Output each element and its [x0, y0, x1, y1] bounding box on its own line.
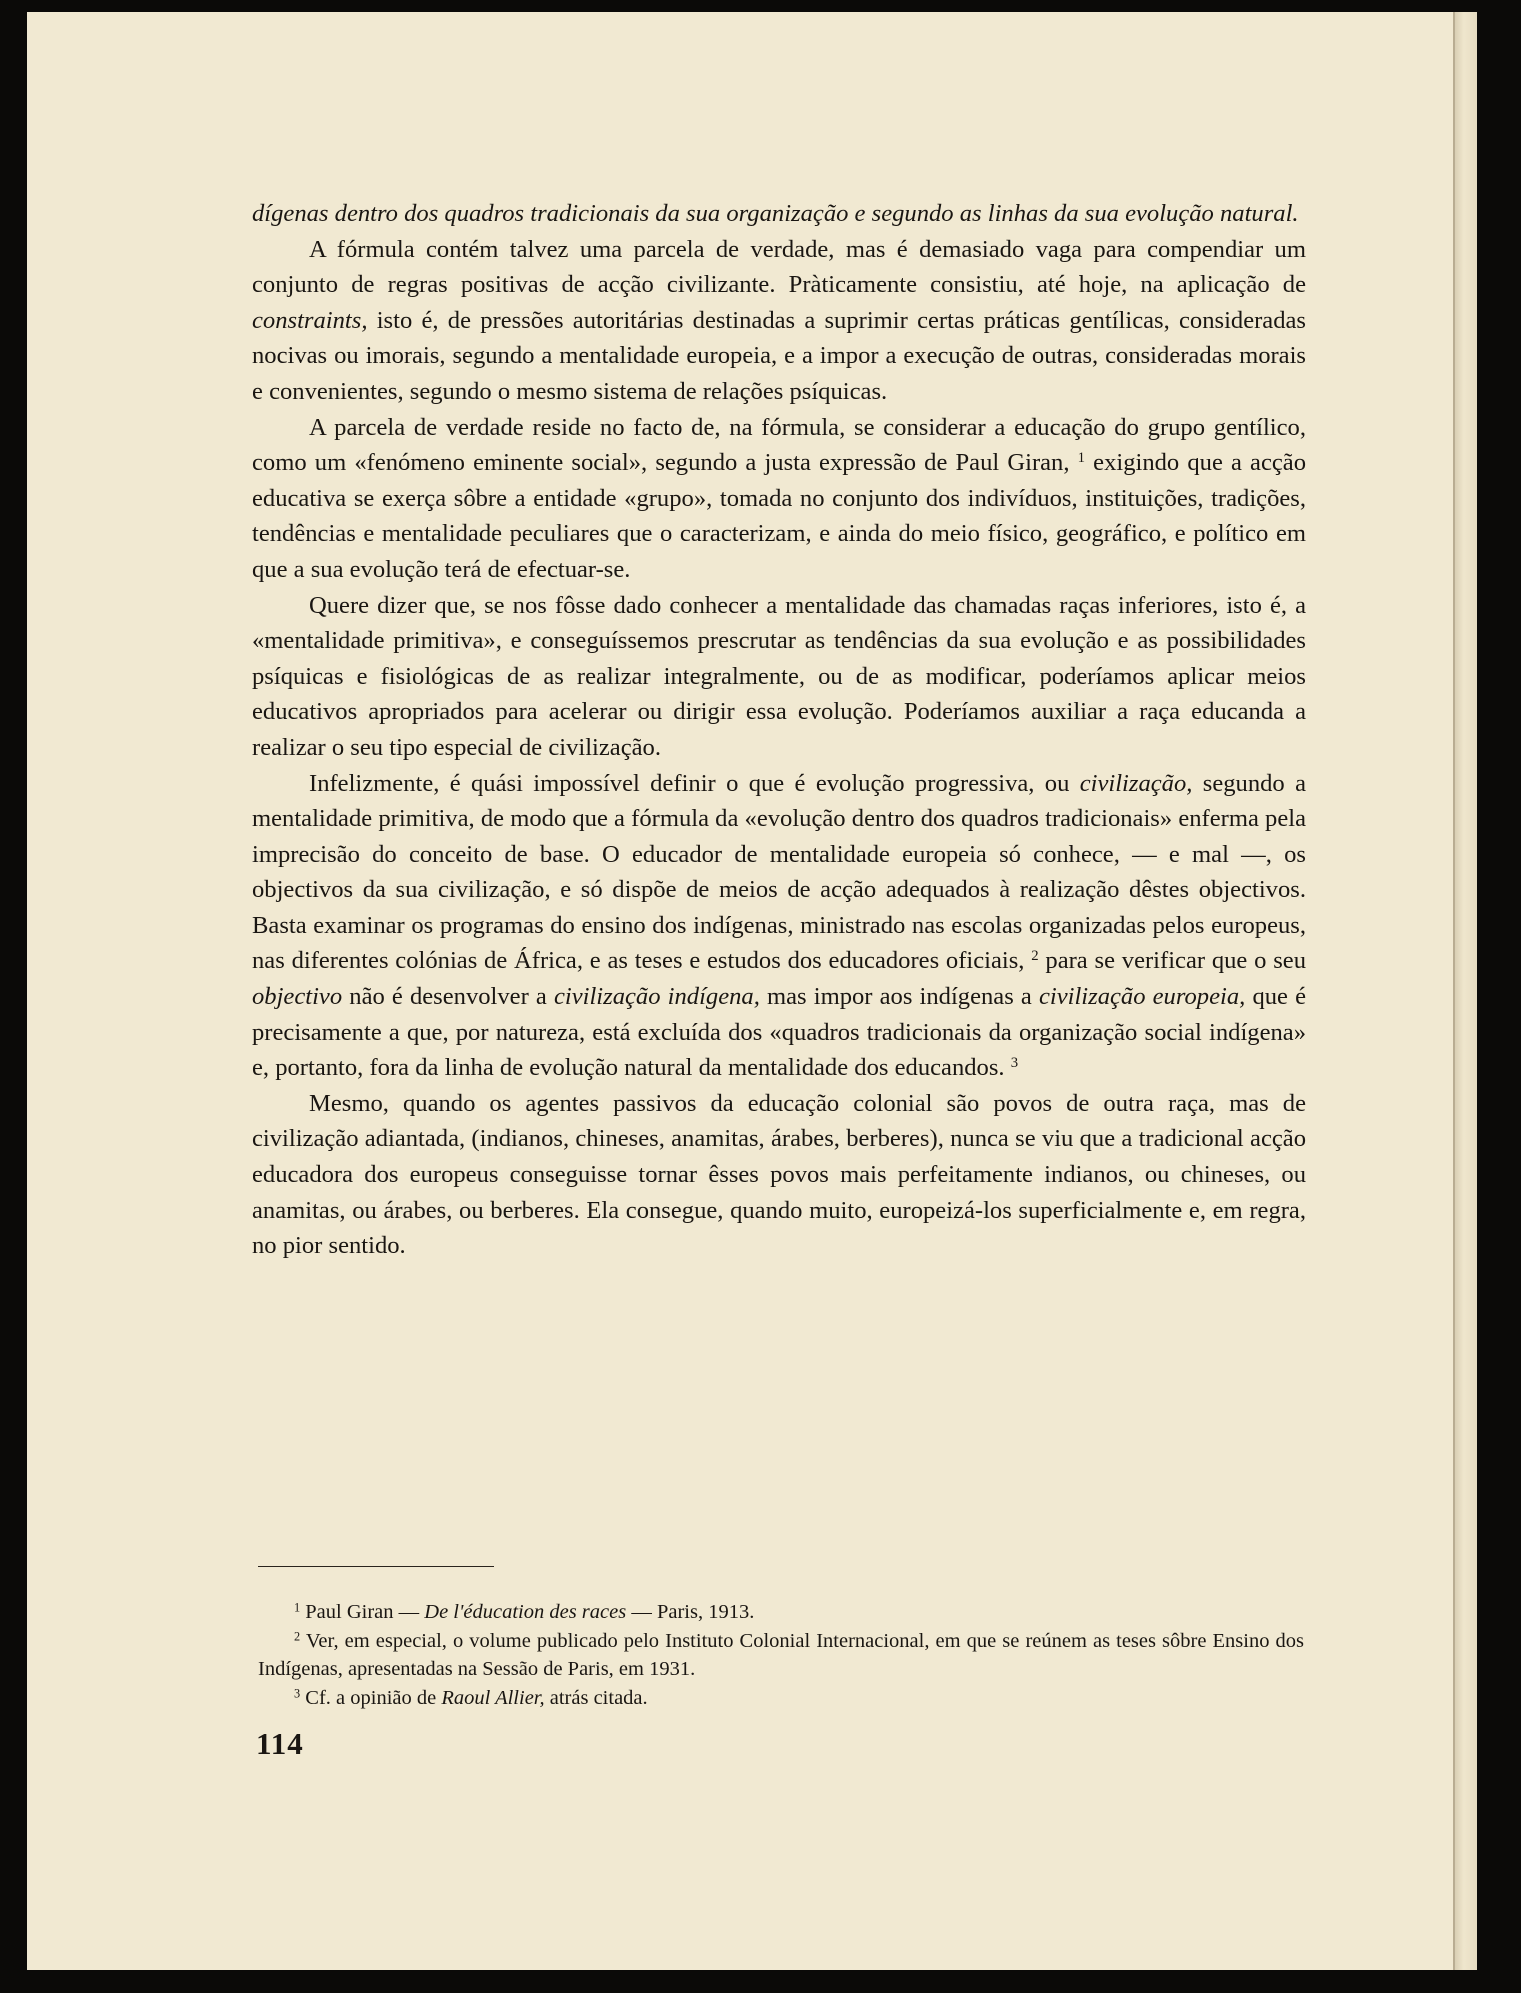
paragraph: [252, 1086, 1306, 1264]
text-run: mas impor aos indígenas a: [759, 983, 1039, 1011]
next-page-edge: [1455, 12, 1477, 1970]
italic-text: objectivo: [252, 983, 343, 1011]
footnotes: [258, 1598, 1304, 1712]
footnote-ref: 2: [1031, 948, 1039, 965]
text-run: segundo a mentalidade primitiva, de modo que a fórmula da «evolução dentro dos quadros tradicionais» enferma pela imprecisão do conceito de base. O educador de mentalidade europeia só conhece, — e mal —, os objectivos da sua civilização, e só dispõe de meios de acção adequados à realização dêstes objectivos. Basta examinar os programas do ensino dos indígenas, ministrado nas escolas organizadas pelos europeus, nas diferentes colónias de África, e as teses e estudos dos educadores oficiais,: [252, 769, 1306, 975]
italic-text: Raoul Allier,: [441, 1686, 545, 1709]
italic-text: dígenas dentro dos quadros tradicionais da sua organização e segundo as linhas da sua evolução natural.: [252, 200, 1299, 227]
italic-text: civilização europeia,: [1038, 983, 1246, 1011]
italic-text: constraints,: [252, 306, 368, 334]
text-run: não é desenvolver a: [342, 983, 554, 1011]
text-run: Cf. a opinião de: [300, 1686, 442, 1709]
page-number: 114: [256, 1726, 304, 1761]
text-run: A fórmula contém talvez uma parcela de verdade, mas é demasiado vaga para compendiar um conjunto de regras positivas de acção civilizante. Pràticamente consistiu, até hoje, na aplicação de: [252, 235, 1306, 299]
paragraph: [252, 196, 1306, 232]
footnote-ref: 2: [294, 1628, 301, 1643]
paragraph: [252, 588, 1306, 766]
footnote-ref: 3: [1010, 1055, 1019, 1072]
body-text: [252, 196, 1306, 1264]
text-run: Paul Giran —: [300, 1601, 425, 1623]
footnote-ref: 1: [294, 1600, 301, 1615]
italic-text: civilização,: [1079, 769, 1193, 797]
text-run: atrás citada.: [544, 1686, 648, 1709]
italic-text: civilização indígena,: [553, 983, 760, 1011]
paragraph: [252, 410, 1306, 588]
text-run: que é precisamente a que, por natureza, está excluída dos «quadros tradicionais da organização social indígena» e, portanto, fora da linha de evolução natural da mentalidade dos educandos.: [252, 983, 1306, 1082]
text-run: Ver, em especial, o volume publicado pelo Instituto Colonial Internacional, em que se reúnem as teses sôbre Ensino dos Indígenas, apresentadas na Sessão de Paris, em 1931.: [258, 1629, 1304, 1680]
footnote-ref: 3: [294, 1685, 301, 1700]
text-run: — Paris, 1913.: [626, 1601, 755, 1623]
footnote-ref: 1: [1077, 450, 1086, 467]
footnote: [258, 1598, 1304, 1627]
footnote: [258, 1627, 1304, 1684]
paragraph: [252, 766, 1306, 1086]
text-run: isto é, de pressões autoritárias destinadas a suprimir certas práticas gentílicas, consideradas nocivas ou imorais, segundo a mentalidade europeia, e a impor a execução de outras, consideradas morais e convenientes, segundo o mesmo sistema de relações psíquicas.: [252, 306, 1306, 405]
footnote-divider: [258, 1566, 494, 1567]
text-run: Quere dizer que, se nos fôsse dado conhecer a mentalidade das chamadas raças inferiores, isto é, a «mentalidade primitiva», e conseguíssemos prescrutar as tendências da sua evolução e as possibilidades psíquicas e fisiológicas de as realizar integralmente, ou de as modificar, poderíamos aplicar meios educativos apropriados para acelerar ou dirigir essa evolução. Poderíamos auxiliar a raça educanda a realizar o seu tipo especial de civilização.: [252, 591, 1306, 761]
text-run: A parcela de verdade reside no facto de, na fórmula, se considerar a educação do grupo gentílico, como um «fenómeno eminente social», segundo a justa expressão de Paul Giran,: [252, 413, 1306, 477]
text-run: exigindo que a acção educativa se exerça sôbre a entidade «grupo», tomada no conjunto dos indivíduos, instituições, tradições, tendências e mentalidade peculiares que o caracterizam, e ainda do meio físico, geográfico, e político em que a sua evolução terá de efectuar-se.: [252, 449, 1306, 583]
text-run: Mesmo, quando os agentes passivos da educação colonial são povos de outra raça, mas de civilização adiantada, (indianos, chineses, anamitas, árabes, berberes), nunca se viu que a tradicional acção educadora dos europeus conseguisse tornar êsses povos mais perfeitamente indianos, ou chineses, ou anamitas, ou árabes, ou berberes. Ela consegue, quando muito, europeizá-los superficialmente e, em regra, no pior sentido.: [252, 1089, 1306, 1260]
text-run: Infelizmente, é quási impossível definir o que é evolução progressiva, ou: [309, 769, 1080, 797]
paragraph: [252, 232, 1306, 410]
footnote: [258, 1684, 1304, 1713]
text-run: para se verificar que o seu: [1038, 947, 1306, 975]
italic-text: De l'éducation des races: [424, 1601, 627, 1623]
